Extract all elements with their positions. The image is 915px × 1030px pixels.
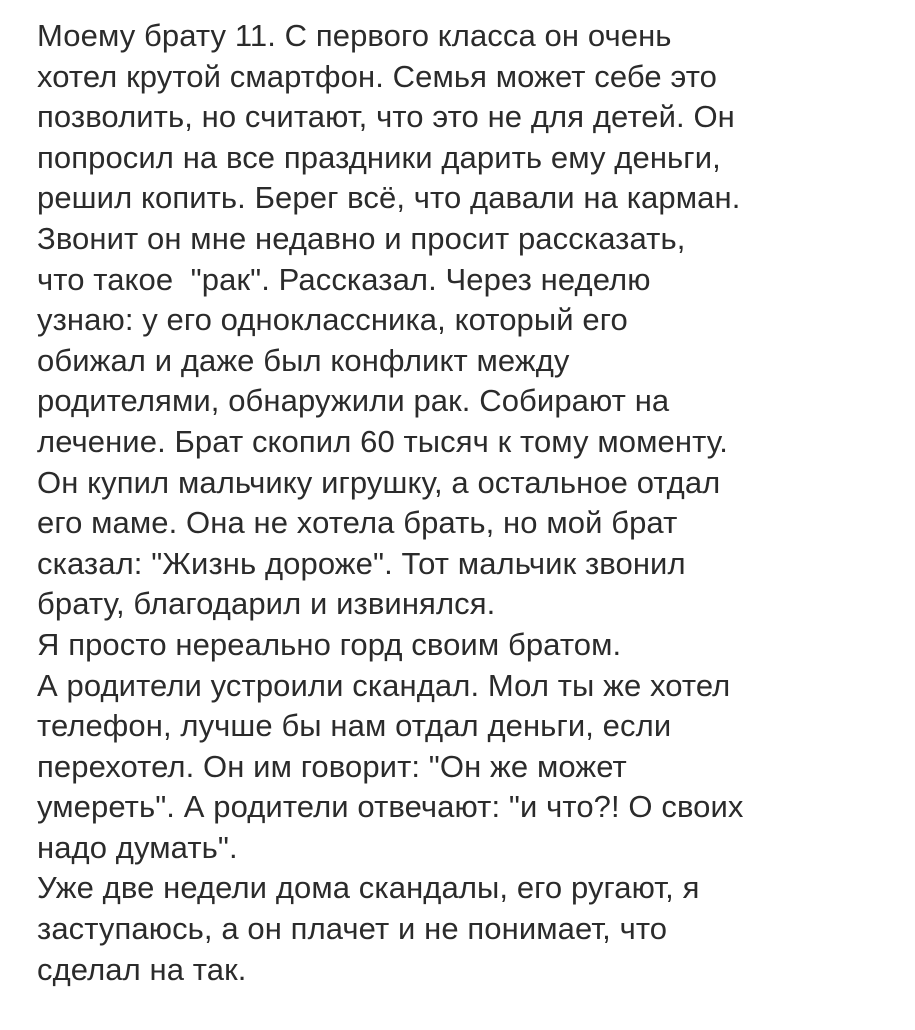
text-line: родителями, обнаружили рак. Собирают на (37, 383, 670, 419)
text-line: Я просто нереально горд своим братом. (37, 626, 622, 662)
text-line: лечение. Брат скопил 60 тысяч к тому моменту. (37, 423, 728, 459)
text-line: позволить, но считают, что это не для детей. Он (37, 99, 735, 135)
text-line: что такое "рак". Рассказал. Через неделю (37, 261, 651, 297)
text-line: обижал и даже был конфликт между (37, 342, 570, 378)
text-line: узнаю: у его одноклассника, который его (37, 302, 628, 338)
text-line: надо думать". (37, 829, 238, 865)
text-line: сделал на так. (37, 951, 247, 987)
text-line: брату, благодарил и извинялся. (37, 586, 496, 622)
text-line: Звонит он мне недавно и просит рассказать, (37, 220, 686, 256)
text-line: его маме. Она не хотела брать, но мой брат (37, 505, 678, 541)
text-line: телефон, лучше бы нам отдал деньги, если (37, 708, 672, 744)
post-text (37, 16, 897, 990)
text-line: перехотел. Он им говорит: "Он же может (37, 748, 627, 784)
text-line: попросил на все праздники дарить ему деньги, (37, 139, 721, 175)
text-line: А родители устроили скандал. Мол ты же хотел (37, 667, 731, 703)
text-line: решил копить. Берег всё, что давали на карман. (37, 180, 741, 216)
text-line: сказал: "Жизнь дороже". Тот мальчик звонил (37, 545, 686, 581)
text-line: хотел крутой смартфон. Семья может себе это (37, 58, 717, 94)
text-line: Он купил мальчику игрушку, а остальное отдал (37, 464, 721, 500)
text-line: Уже две недели дома скандалы, его ругают, я (37, 870, 700, 906)
text-line: заступаюсь, а он плачет и не понимает, что (37, 911, 668, 947)
text-line: Моему брату 11. С первого класса он очень (37, 18, 672, 53)
text-line: умереть". А родители отвечают: "и что?! О своих (37, 789, 744, 825)
